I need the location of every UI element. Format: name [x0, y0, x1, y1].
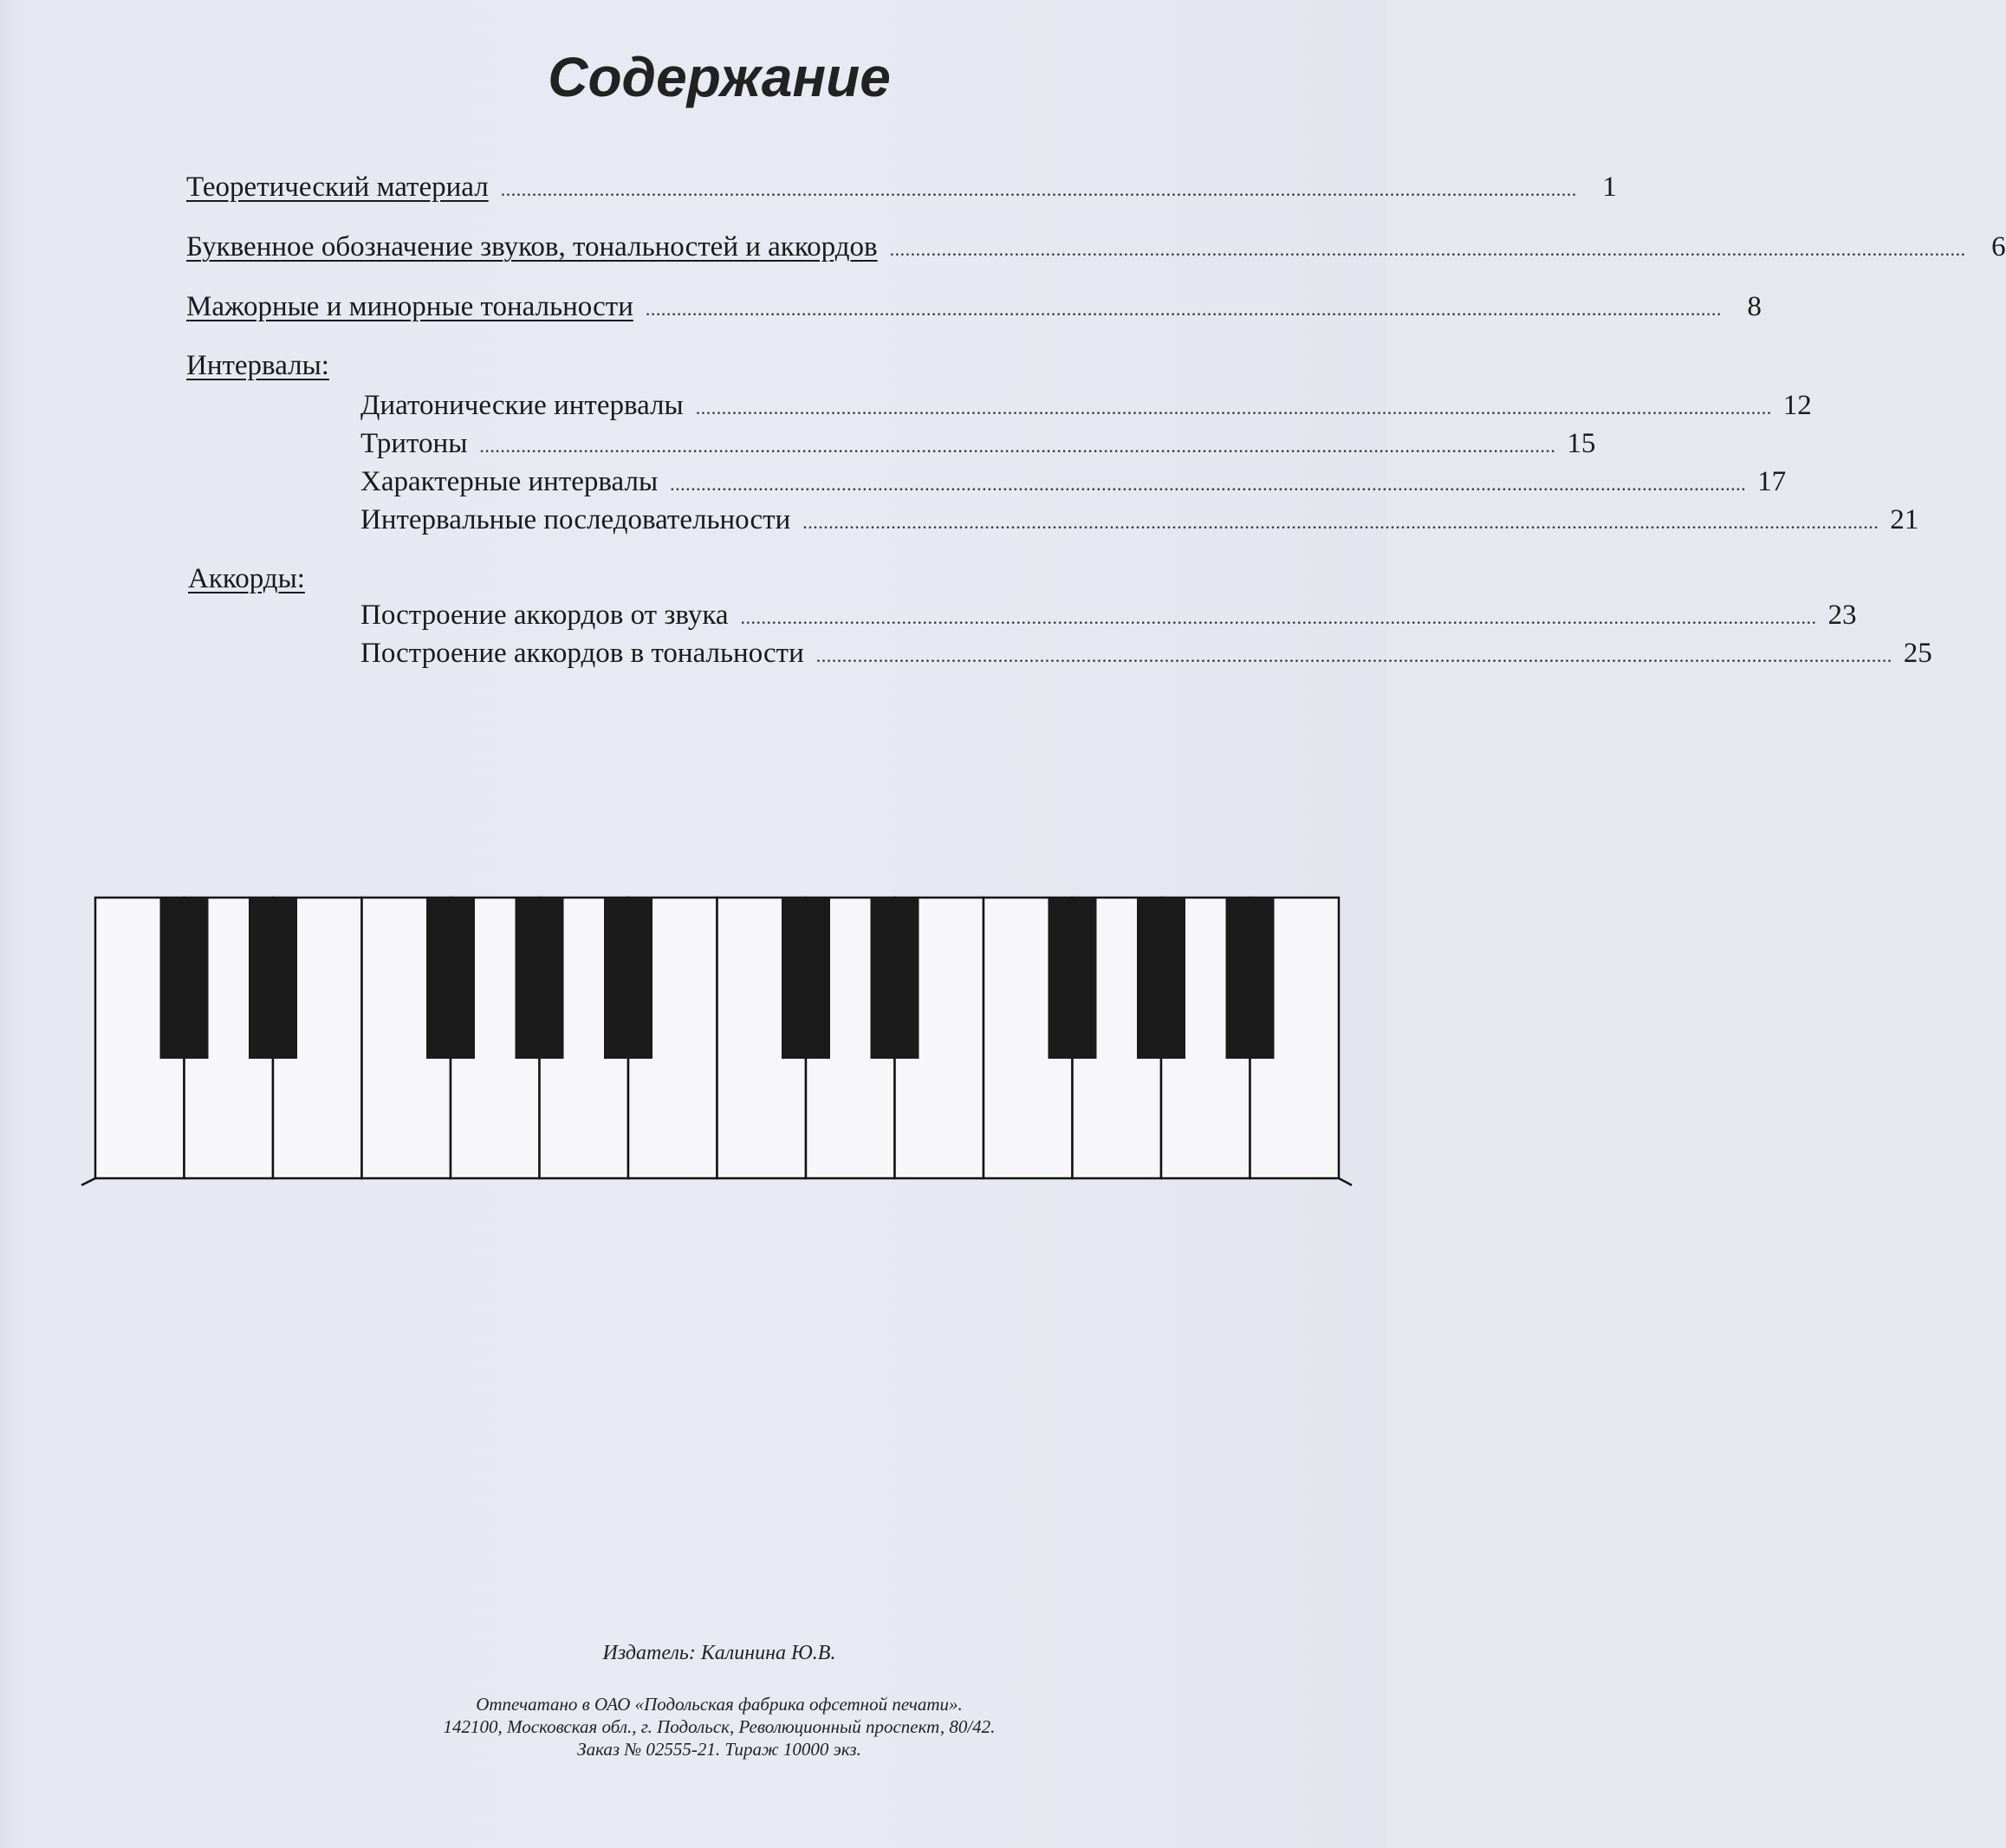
dot-leader: ...............................................................................................................................................................................................................	[695, 397, 1772, 418]
toc-subentry[interactable]	[360, 600, 1857, 632]
dot-leader: ...............................................................................................................................................................................................................	[802, 511, 1879, 533]
toc-entry-label: Мажорные и минорные тональности	[186, 291, 633, 322]
black-key	[1226, 898, 1275, 1059]
dot-leader: ...............................................................................................................................................................................................................	[500, 178, 1577, 200]
black-key	[871, 898, 919, 1059]
toc-entry-label: Буквенное обозначение звуков, тональностей и аккордов	[186, 231, 878, 263]
toc-page-number: 12	[1782, 390, 1812, 421]
toc-entry-label: Построение аккордов от звука	[360, 600, 729, 631]
publisher-line: Издатель: Калинина Ю.В.	[602, 1642, 836, 1664]
dot-leader: ...............................................................................................................................................................................................................	[479, 435, 1556, 457]
toc-subentry[interactable]	[360, 428, 1596, 460]
dot-leader: ...............................................................................................................................................................................................................	[670, 473, 1747, 495]
toc-page-number: 23	[1827, 600, 1857, 631]
toc-page-number: 21	[1890, 504, 1919, 535]
toc-entry-letter-notation[interactable]	[186, 231, 2006, 263]
black-key	[426, 898, 475, 1059]
toc-entry-theory[interactable]	[186, 172, 1617, 204]
toc-entry-label: Теоретический материал	[186, 172, 489, 203]
toc-entry-label: Тритоны	[360, 428, 468, 459]
toc-subentry[interactable]	[360, 638, 1932, 670]
section-heading-chords[interactable]: Аккорды:	[188, 563, 305, 594]
section-heading-intervals[interactable]: Интервалы:	[186, 350, 329, 381]
black-key	[604, 898, 652, 1059]
toc-subentry[interactable]	[360, 504, 1919, 536]
dot-leader: ...............................................................................................................................................................................................................	[645, 298, 1722, 320]
dot-leader: ...............................................................................................................................................................................................................	[815, 645, 1892, 666]
toc-subentry[interactable]	[360, 390, 1812, 422]
printer-address: 142100, Московская обл., г. Подольск, Революционный проспект, 80/42.	[443, 1716, 996, 1737]
black-key	[1137, 898, 1185, 1059]
black-key	[249, 898, 297, 1059]
print-run-info: Заказ № 02555-21. Тираж 10000 экз.	[577, 1739, 861, 1760]
toc-subentry[interactable]	[360, 466, 1787, 498]
toc-entry-label: Интервальные последовательности	[360, 504, 791, 535]
toc-entry-major-minor-keys[interactable]	[186, 291, 1762, 323]
toc-page-number: 6	[1991, 231, 2006, 263]
keyboard-edge	[81, 1178, 95, 1185]
toc-page-number: 25	[1903, 638, 1932, 669]
keyboard-edge	[1339, 1178, 1352, 1185]
page-title: Содержание	[548, 46, 891, 108]
piano-keyboard-illustration	[80, 891, 1354, 1185]
printer-line: Отпечатано в ОАО «Подольская фабрика офсетной печати».	[476, 1694, 963, 1715]
black-key	[160, 898, 209, 1059]
dot-leader: ...............................................................................................................................................................................................................	[889, 238, 1966, 260]
toc-page-number: 15	[1567, 428, 1596, 459]
dot-leader: ...............................................................................................................................................................................................................	[740, 606, 1817, 628]
black-key	[1048, 898, 1097, 1059]
toc-page-number: 1	[1602, 172, 1617, 203]
toc-page-number: 8	[1747, 291, 1762, 322]
toc-entry-label: Диатонические интервалы	[360, 390, 684, 421]
toc-page-number: 17	[1757, 466, 1787, 497]
black-key	[782, 898, 830, 1059]
black-key	[516, 898, 564, 1059]
toc-entry-label: Характерные интервалы	[360, 466, 659, 497]
toc-entry-label: Построение аккордов в тональности	[360, 638, 804, 669]
